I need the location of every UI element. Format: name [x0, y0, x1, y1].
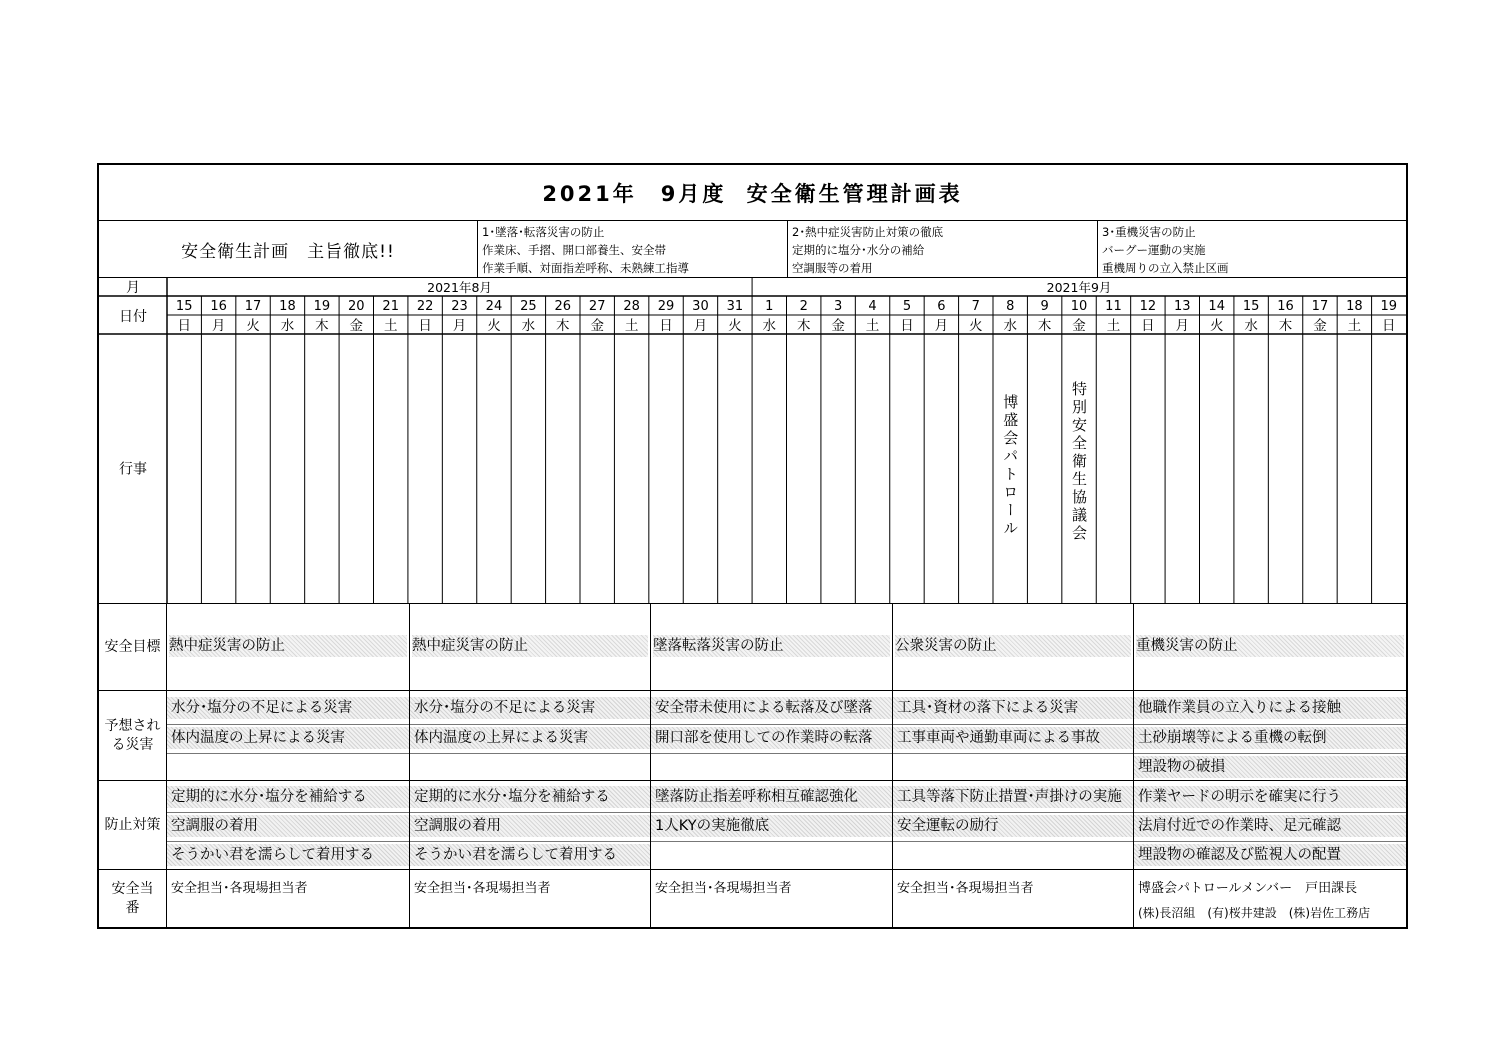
- measure-row: [99, 780, 1406, 869]
- hazard-block: [650, 691, 892, 780]
- month-label: 月: [126, 280, 140, 296]
- measure-item: 空調服の着用: [167, 815, 409, 837]
- weekday: 金: [1313, 318, 1327, 334]
- measure-item: 作業ヤードの明示を確実に行う: [1134, 786, 1406, 808]
- hazard-item: 工事車両や通勤車両による事故: [893, 727, 1133, 749]
- weekday: 土: [1347, 318, 1362, 334]
- measure-item: そうかい君を濡らして着用する: [410, 844, 650, 866]
- goal-block: [409, 604, 650, 690]
- goal-block: [1133, 604, 1406, 690]
- weekday: 日: [659, 318, 673, 334]
- day-number: 8: [1006, 299, 1015, 314]
- day-number: 11: [1105, 299, 1122, 314]
- day-number: 14: [1208, 299, 1225, 314]
- weekday: 日: [1382, 318, 1396, 334]
- weekday: 土: [865, 318, 880, 334]
- day-number: 5: [902, 299, 912, 314]
- day-number: 2: [799, 299, 808, 314]
- day-number: 7: [971, 299, 980, 314]
- weekday: 木: [1037, 318, 1052, 334]
- day-number: 16: [210, 299, 227, 314]
- weekday: 火: [1209, 318, 1224, 334]
- measure-block: [650, 781, 892, 869]
- day-number: 22: [416, 299, 434, 314]
- measure-item: 安全運転の励行: [893, 815, 1133, 837]
- safety-plan-sheet: [97, 163, 1408, 929]
- staff-text: 安全担当･各現場担当者: [897, 881, 1034, 896]
- goal-text: 熱中症災害の防止: [169, 635, 407, 657]
- weekday: 日: [418, 318, 432, 334]
- measure-item: 空調服の着用: [410, 815, 650, 837]
- hazard-item: [167, 755, 409, 777]
- day-number: 29: [657, 299, 675, 314]
- hazard-item: 開口部を使用しての作業時の転落: [651, 727, 892, 749]
- weekday: 水: [280, 318, 295, 334]
- policy-line: 定期的に塩分･水分の補給: [792, 243, 925, 257]
- staff-row: [99, 869, 1406, 927]
- hazard-item: [410, 755, 650, 777]
- hazard-item: [651, 755, 892, 777]
- policy-line: 重機周りの立入禁止区画: [1102, 261, 1229, 275]
- weekday: 火: [246, 318, 260, 334]
- weekday: 金: [1072, 318, 1086, 334]
- policy-line: 作業床、手摺、開口部養生、安全帯: [482, 243, 666, 257]
- day-number: 3: [833, 299, 843, 314]
- weekday: 月: [1175, 318, 1190, 334]
- goal-row: [99, 603, 1406, 690]
- hazard-item: 水分･塩分の不足による災害: [410, 697, 650, 719]
- weekday: 日: [900, 318, 914, 334]
- hazard-item: 土砂崩壊等による重機の転倒: [1134, 727, 1406, 749]
- staff-text: 安全担当･各現場担当者: [655, 881, 792, 896]
- hazard-block: [409, 691, 650, 780]
- weekday: 水: [762, 318, 777, 334]
- measure-item: 埋設物の確認及び監視人の配置: [1134, 844, 1406, 866]
- policy-line: 1･墜落･転落災害の防止: [482, 225, 605, 239]
- goal-block: [167, 604, 409, 690]
- weekday: 日: [177, 318, 191, 334]
- day-number: 6: [937, 299, 946, 314]
- measure-item: 定期的に水分･塩分を補給する: [410, 786, 650, 808]
- hazard-item: 安全帯未使用による転落及び墜落: [651, 697, 892, 719]
- day-number: 23: [451, 299, 468, 314]
- event-text: 博盛会パトロール: [1001, 394, 1020, 538]
- day-number: 19: [1380, 299, 1398, 314]
- day-number: 25: [520, 299, 537, 314]
- measure-block: [409, 781, 650, 869]
- day-number: 15: [1242, 299, 1260, 314]
- policy-line: 作業手順、対面指差呼称、未熟練工指導: [482, 261, 689, 275]
- weekday: 木: [556, 318, 570, 334]
- measure-block: [892, 781, 1133, 869]
- staff-text: (株)長沼組 (有)桜井建設 (株)岩佐工務店: [1138, 906, 1371, 920]
- month-header: 2021年9月: [1046, 280, 1112, 295]
- goal-label: 安全目標: [99, 604, 167, 690]
- day-number: 20: [348, 299, 365, 314]
- goal-text: 熱中症災害の防止: [412, 635, 648, 657]
- weekday: 木: [315, 318, 329, 334]
- measure-item: 墜落防止指差呼称相互確認強化: [651, 786, 892, 808]
- weekday: 火: [969, 318, 983, 334]
- weekday: 水: [1003, 318, 1017, 334]
- measure-label: 防止対策: [99, 781, 167, 869]
- hazard-label-line: る災害: [111, 736, 154, 753]
- measure-item: [893, 844, 1133, 866]
- weekday: 日: [1141, 318, 1155, 334]
- measure-item: そうかい君を濡らして着用する: [167, 844, 409, 866]
- day-number: 24: [485, 299, 503, 314]
- weekday: 金: [831, 318, 845, 334]
- day-number: 30: [692, 299, 709, 314]
- staff-block: [1133, 870, 1406, 927]
- staff-block: [892, 870, 1133, 927]
- weekday: 月: [211, 318, 226, 334]
- day-number: 18: [279, 299, 296, 314]
- hazard-label: [99, 691, 167, 780]
- policy-line: 3･重機災害の防止: [1102, 225, 1196, 239]
- day-number: 1: [765, 299, 774, 314]
- day-number: 27: [588, 299, 606, 314]
- month-header: 2021年8月: [427, 280, 492, 295]
- weekday: 月: [934, 318, 949, 334]
- hazard-block: [167, 691, 409, 780]
- measure-item: 定期的に水分･塩分を補給する: [167, 786, 409, 808]
- hazard-item: 体内温度の上昇による災害: [410, 727, 650, 749]
- policy-line: バーグー運動の実施: [1102, 243, 1206, 257]
- day-number: 18: [1346, 299, 1363, 314]
- day-number: 17: [244, 299, 262, 314]
- hazard-block: [892, 691, 1133, 780]
- day-number: 9: [1040, 299, 1049, 314]
- measure-item: 工具等落下防止措置･声掛けの実施: [893, 786, 1133, 808]
- day-number: 21: [382, 299, 399, 314]
- weekday: 月: [452, 318, 467, 334]
- day-number: 16: [1277, 299, 1294, 314]
- staff-text: 安全担当･各現場担当者: [414, 881, 551, 896]
- measure-block: [1133, 781, 1406, 869]
- measure-item: 1人KYの実施徹底: [651, 815, 892, 837]
- date-label: 日付: [119, 309, 147, 325]
- hazard-row: [99, 690, 1406, 780]
- day-number: 13: [1174, 299, 1191, 314]
- weekday: 火: [487, 318, 501, 334]
- staff-block: [409, 870, 650, 927]
- policy-line: 2･熱中症災害防止対策の徹底: [792, 225, 944, 239]
- policy-slogan: 安全衛生計画 主旨徹底!!: [181, 241, 395, 262]
- hazard-item: 埋設物の破損: [1134, 756, 1406, 778]
- weekday: 水: [521, 318, 536, 334]
- weekday: 木: [1278, 318, 1293, 334]
- weekday: 土: [624, 318, 639, 334]
- weekday: 木: [796, 318, 811, 334]
- staff-label: [99, 870, 167, 927]
- day-number: 19: [313, 299, 331, 314]
- hazard-item: [893, 755, 1133, 777]
- weekday: 火: [728, 318, 742, 334]
- weekday: 土: [1106, 318, 1121, 334]
- hazard-item: 他職作業員の立入りによる接触: [1134, 697, 1406, 719]
- day-number: 15: [175, 299, 193, 314]
- day-number: 10: [1070, 299, 1088, 314]
- measure-item: [651, 844, 892, 866]
- measure-block: [167, 781, 409, 869]
- measure-item: 法肩付近での作業時、足元確認: [1134, 815, 1406, 837]
- day-number: 4: [868, 299, 877, 314]
- goal-text: 重機災害の防止: [1136, 635, 1404, 657]
- hazard-item: 工具･資材の落下による災害: [893, 697, 1133, 719]
- staff-block: [167, 870, 409, 927]
- staff-label-line: 安全当: [111, 880, 154, 897]
- event-label: 行事: [119, 461, 147, 478]
- day-number: 31: [726, 299, 744, 314]
- weekday: 土: [383, 318, 398, 334]
- staff-text: 安全担当･各現場担当者: [171, 881, 308, 896]
- weekday: 金: [349, 318, 364, 334]
- event-text: 特別安全衛生協議会: [1070, 381, 1089, 543]
- staff-block: [650, 870, 892, 927]
- day-number: 26: [554, 299, 572, 314]
- goal-block: [650, 604, 892, 690]
- day-number: 12: [1139, 299, 1157, 314]
- hazard-item: 水分･塩分の不足による災害: [167, 697, 409, 719]
- goal-block: [892, 604, 1133, 690]
- weekday: 金: [590, 318, 604, 334]
- hazard-label-line: 予想され: [104, 717, 161, 734]
- goal-text: 公衆災害の防止: [895, 635, 1131, 657]
- staff-text: 博盛会パトロールメンバー 戸田課長: [1138, 881, 1358, 896]
- staff-label-line: 番: [125, 899, 140, 916]
- policy-line: 空調服等の着用: [792, 261, 873, 275]
- day-number: 17: [1311, 299, 1329, 314]
- hazard-item: 体内温度の上昇による災害: [167, 727, 409, 749]
- hazard-block: [1133, 691, 1406, 780]
- goal-text: 墜落転落災害の防止: [653, 635, 890, 657]
- weekday: 月: [693, 318, 708, 334]
- page-title: 2021年 9月度 安全衛生管理計画表: [99, 165, 1406, 221]
- weekday: 水: [1244, 318, 1258, 334]
- day-number: 28: [623, 299, 640, 314]
